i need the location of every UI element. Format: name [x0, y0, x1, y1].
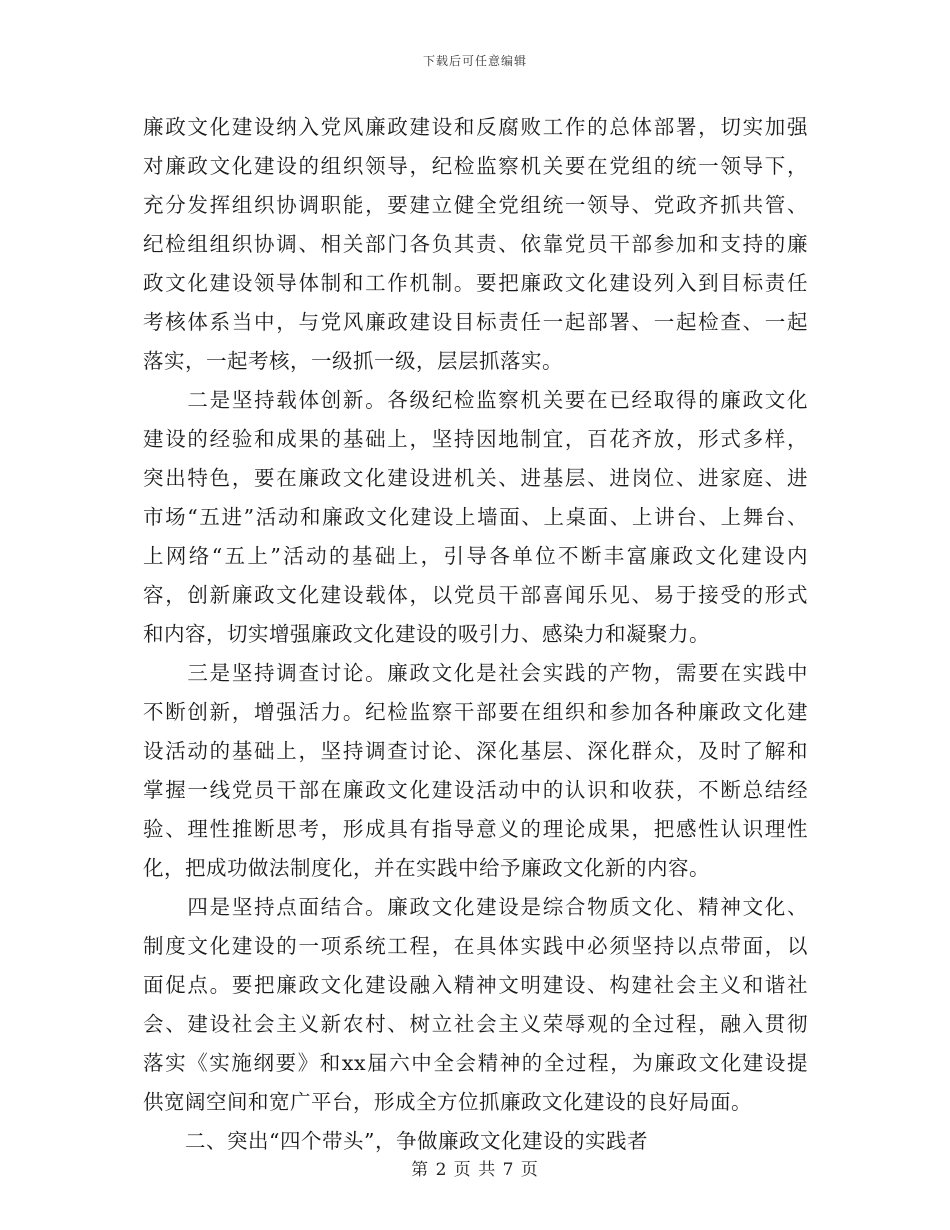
text-line: 制度文化建设的一项系统工程，在具体实践中必须坚持以点带面，以: [143, 934, 808, 958]
text-line: 会、建设社会主义新农村、树立社会主义荣辱观的全过程，融入贯彻: [143, 1012, 808, 1036]
text-line: 不断创新，增强活力。纪检监察干部要在组织和参加各种廉政文化建: [143, 700, 808, 724]
text-line: 供宽阔空间和宽广平台，形成全方位抓廉政文化建设的良好局面。: [143, 1090, 752, 1114]
text-line: 廉政文化建设纳入党风廉政建设和反腐败工作的总体部署，切实加强: [143, 115, 808, 139]
text-line: 面促点。要把廉政文化建设融入精神文明建设、构建社会主义和谐社: [143, 973, 808, 997]
text-line: 上网络“五上”活动的基础上，引导各单位不断丰富廉政文化建设内: [143, 544, 808, 568]
text-line: 对廉政文化建设的组织领导，纪检监察机关要在党组的统一领导下，: [143, 154, 808, 178]
text-line: 二是坚持载体创新。各级纪检监察机关要在已经取得的廉政文化: [143, 388, 808, 412]
section-heading: 二、突出“四个带头”，争做廉政文化建设的实践者: [143, 1129, 648, 1153]
text-line: 三是坚持调查讨论。廉政文化是社会实践的产物，需要在实践中: [143, 661, 808, 685]
text-line: 政文化建设领导体制和工作机制。要把廉政文化建设列入到目标责任: [143, 271, 808, 295]
text-line: 验、理性推断思考，形成具有指导意义的理论成果，把感性认识理性: [143, 817, 808, 841]
text-line: 充分发挥组织协调职能，要建立健全党组统一领导、党政齐抓共管、: [143, 193, 808, 217]
text-line: 建设的经验和成果的基础上，坚持因地制宜，百花齐放，形式多样，: [143, 427, 808, 451]
text-line: 突出特色，要在廉政文化建设进机关、进基层、进岗位、进家庭、进: [143, 466, 808, 490]
text-line: 落实《实施纲要》和xx届六中全会精神的全过程，为廉政文化建设提: [143, 1051, 808, 1075]
header-note: 下载后可任意编辑: [422, 54, 527, 68]
text-line: 四是坚持点面结合。廉政文化建设是综合物质文化、精神文化、: [143, 895, 808, 919]
document-body: [143, 108, 808, 1161]
text-line: 纪检组组织协调、相关部门各负其责、依靠党员干部参加和支持的廉: [143, 232, 808, 256]
text-line: 掌握一线党员干部在廉政文化建设活动中的认识和收获，不断总结经: [143, 778, 808, 802]
text-line: 化，把成功做法制度化，并在实践中给予廉政文化新的内容。: [143, 856, 710, 880]
page-number: 第 2 页 共 7 页: [411, 1160, 539, 1180]
text-line: 和内容，切实增强廉政文化建设的吸引力、感染力和凝聚力。: [143, 622, 710, 646]
text-line: 考核体系当中，与党风廉政建设目标责任一起部署、一起检查、一起: [143, 310, 808, 334]
text-line: 市场“五进”活动和廉政文化建设上墙面、上桌面、上讲台、上舞台、: [143, 505, 808, 529]
text-line: 设活动的基础上，坚持调查讨论、深化基层、深化群众，及时了解和: [143, 739, 808, 763]
text-line: 落实，一起考核，一级抓一级，层层抓落实。: [143, 349, 563, 373]
text-line: 容，创新廉政文化建设载体，以党员干部喜闻乐见、易于接受的形式: [143, 583, 808, 607]
